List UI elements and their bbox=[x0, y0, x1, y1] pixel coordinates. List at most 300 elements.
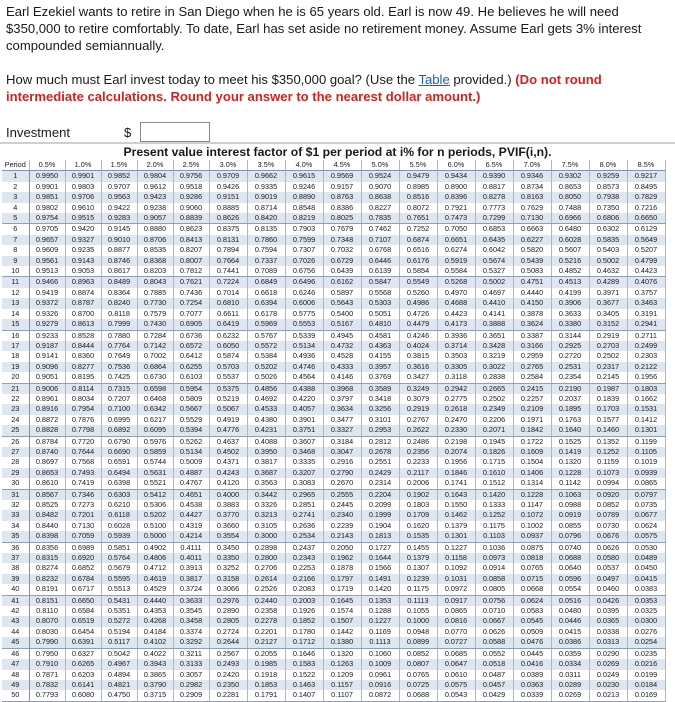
period-cell: 11 bbox=[2, 277, 29, 288]
factor-cell: 0.4581 bbox=[361, 330, 399, 341]
factor-cell: 0.9006 bbox=[29, 383, 65, 394]
investment-input[interactable] bbox=[140, 122, 210, 142]
period-cell: 18 bbox=[2, 351, 29, 361]
factor-cell: 0.6516 bbox=[399, 245, 437, 255]
factor-cell: 0.4726 bbox=[399, 309, 437, 319]
factor-cell: 0.0338 bbox=[589, 627, 627, 637]
factor-cell: 0.8114 bbox=[65, 383, 101, 394]
table-row bbox=[2, 224, 665, 235]
factor-cell: 0.5400 bbox=[323, 309, 361, 319]
factor-cell: 0.2303 bbox=[627, 351, 665, 361]
table-row bbox=[2, 341, 665, 351]
factor-cell: 0.3118 bbox=[437, 372, 475, 383]
factor-cell: 0.1512 bbox=[475, 478, 513, 489]
period-cell: 5 bbox=[2, 213, 29, 224]
factor-cell: 0.8525 bbox=[29, 500, 65, 510]
table-row bbox=[2, 266, 665, 277]
factor-cell: 0.1926 bbox=[285, 606, 323, 616]
factor-cell: 0.5897 bbox=[323, 288, 361, 298]
factor-cell: 0.4141 bbox=[475, 309, 513, 319]
factor-cell: 0.7764 bbox=[101, 341, 137, 351]
factor-cell: 0.8613 bbox=[65, 319, 101, 330]
factor-cell: 0.1644 bbox=[361, 553, 399, 563]
factor-cell: 0.6584 bbox=[65, 606, 101, 616]
factor-cell: 0.0516 bbox=[551, 595, 589, 606]
factor-cell: 0.3790 bbox=[137, 680, 173, 690]
factor-cell: 0.9019 bbox=[247, 192, 285, 202]
period-cell: 43 bbox=[2, 616, 29, 626]
factor-cell: 0.2890 bbox=[209, 606, 247, 616]
table-row bbox=[2, 563, 665, 573]
table-row bbox=[2, 309, 665, 319]
factor-cell: 0.5260 bbox=[399, 288, 437, 298]
factor-cell: 0.0450 bbox=[627, 563, 665, 573]
factor-cell: 0.4750 bbox=[101, 690, 137, 701]
factor-cell: 0.6810 bbox=[209, 298, 247, 308]
factor-cell: 0.5207 bbox=[627, 245, 665, 255]
table-row bbox=[2, 436, 665, 447]
factor-cell: 0.5394 bbox=[173, 425, 209, 436]
factor-cell: 0.1918 bbox=[247, 670, 285, 680]
factor-cell: 0.0676 bbox=[589, 531, 627, 542]
factor-cell: 0.2665 bbox=[475, 383, 513, 394]
factor-cell: 0.0575 bbox=[437, 680, 475, 690]
period-cell: 24 bbox=[2, 415, 29, 425]
factor-cell: 0.4440 bbox=[513, 288, 551, 298]
period-cell: 46 bbox=[2, 648, 29, 659]
factor-cell: 0.3817 bbox=[247, 457, 285, 467]
factor-cell: 0.1407 bbox=[285, 690, 323, 701]
factor-cell: 0.2584 bbox=[513, 372, 551, 383]
factor-cell: 0.5643 bbox=[323, 298, 361, 308]
period-cell: 47 bbox=[2, 659, 29, 669]
table-row bbox=[2, 574, 665, 584]
factor-cell: 0.0865 bbox=[437, 606, 475, 616]
factor-cell: 0.4806 bbox=[137, 553, 173, 563]
factor-cell: 0.0334 bbox=[551, 659, 589, 669]
factor-cell: 0.8163 bbox=[513, 192, 551, 202]
factor-cell: 0.7910 bbox=[29, 659, 65, 669]
factor-cell: 0.8151 bbox=[29, 595, 65, 606]
factor-cell: 0.0972 bbox=[437, 584, 475, 595]
table-row bbox=[2, 298, 665, 308]
factor-cell: 0.3651 bbox=[475, 330, 513, 341]
factor-cell: 0.4688 bbox=[437, 298, 475, 308]
factor-cell: 0.7299 bbox=[475, 213, 513, 224]
factor-cell: 0.0626 bbox=[589, 542, 627, 553]
factor-cell: 0.1252 bbox=[475, 510, 513, 520]
factor-cell: 0.4371 bbox=[209, 457, 247, 467]
factor-cell: 0.3943 bbox=[137, 659, 173, 669]
factor-cell: 0.5851 bbox=[101, 542, 137, 553]
factor-cell: 0.6849 bbox=[247, 277, 285, 288]
factor-cell: 0.9615 bbox=[285, 171, 323, 182]
factor-cell: 0.7950 bbox=[29, 648, 65, 659]
factor-cell: 0.0249 bbox=[589, 670, 627, 680]
factor-cell: 0.1463 bbox=[285, 680, 323, 690]
factor-cell: 0.1813 bbox=[361, 531, 399, 542]
factor-cell: 0.0460 bbox=[589, 584, 627, 595]
factor-cell: 0.8714 bbox=[247, 203, 285, 213]
factor-cell: 0.9612 bbox=[137, 182, 173, 192]
factor-cell: 0.5403 bbox=[589, 245, 627, 255]
factor-cell: 0.7130 bbox=[513, 213, 551, 224]
table-row bbox=[2, 351, 665, 361]
factor-cell: 0.0353 bbox=[627, 595, 665, 606]
rate-column-header: 8.0% bbox=[589, 160, 627, 171]
pvif-table bbox=[2, 160, 666, 702]
factor-cell: 0.1379 bbox=[399, 553, 437, 563]
factor-cell: 0.1852 bbox=[285, 616, 323, 626]
period-cell: 33 bbox=[2, 510, 29, 520]
factor-cell: 0.7798 bbox=[65, 425, 101, 436]
table-row bbox=[2, 659, 665, 669]
factor-cell: 0.5167 bbox=[323, 319, 361, 330]
factor-cell: 0.0796 bbox=[551, 531, 589, 542]
table-row bbox=[2, 394, 665, 404]
factor-cell: 0.2925 bbox=[551, 341, 589, 351]
factor-cell: 0.4155 bbox=[361, 351, 399, 361]
factor-cell: 0.2429 bbox=[361, 468, 399, 478]
table-row bbox=[2, 415, 665, 425]
factor-cell: 0.4440 bbox=[137, 595, 173, 606]
table-row bbox=[2, 288, 665, 298]
factor-cell: 0.8482 bbox=[29, 510, 65, 520]
factor-cell: 0.0765 bbox=[513, 563, 551, 573]
period-column-header: Period bbox=[2, 160, 29, 171]
factor-cell: 0.1902 bbox=[399, 489, 437, 500]
period-cell: 10 bbox=[2, 266, 29, 277]
factor-cell: 0.5202 bbox=[247, 362, 285, 372]
table-row bbox=[2, 203, 665, 213]
factor-cell: 0.5568 bbox=[361, 288, 399, 298]
factor-cell: 0.5529 bbox=[173, 415, 209, 425]
table-row bbox=[2, 510, 665, 520]
factor-cell: 0.6494 bbox=[101, 468, 137, 478]
factor-cell: 0.3906 bbox=[551, 298, 589, 308]
factor-cell: 0.6028 bbox=[101, 521, 137, 531]
factor-cell: 0.2117 bbox=[399, 468, 437, 478]
factor-cell: 0.6227 bbox=[513, 235, 551, 245]
factor-cell: 0.7999 bbox=[101, 319, 137, 330]
factor-cell: 0.7350 bbox=[589, 203, 627, 213]
factor-cell: 0.8874 bbox=[65, 288, 101, 298]
factor-cell: 0.0216 bbox=[627, 659, 665, 669]
factor-cell: 0.8034 bbox=[65, 394, 101, 404]
factor-cell: 0.5134 bbox=[173, 447, 209, 457]
period-cell: 16 bbox=[2, 330, 29, 341]
factor-cell: 0.1574 bbox=[323, 606, 361, 616]
factor-cell: 0.8072 bbox=[399, 203, 437, 213]
factor-cell: 0.1227 bbox=[361, 616, 399, 626]
factor-cell: 0.1610 bbox=[475, 468, 513, 478]
factor-cell: 0.3380 bbox=[551, 319, 589, 330]
table-row bbox=[2, 372, 665, 383]
factor-cell: 0.7462 bbox=[361, 224, 399, 235]
factor-cell: 0.8626 bbox=[209, 213, 247, 224]
factor-cell: 0.8746 bbox=[101, 256, 137, 266]
factor-cell: 0.0289 bbox=[551, 680, 589, 690]
factor-cell: 0.3427 bbox=[399, 372, 437, 383]
factor-cell: 0.2281 bbox=[209, 690, 247, 701]
factor-cell: 0.3327 bbox=[323, 425, 361, 436]
factor-cell: 0.2724 bbox=[209, 627, 247, 637]
factor-cell: 0.2851 bbox=[285, 500, 323, 510]
table-row bbox=[2, 489, 665, 500]
factor-cell: 0.1092 bbox=[437, 563, 475, 573]
factor-cell: 0.9217 bbox=[627, 171, 665, 182]
factor-cell: 0.6717 bbox=[65, 584, 101, 595]
factor-cell: 0.4697 bbox=[475, 288, 513, 298]
factor-cell: 0.2670 bbox=[323, 478, 361, 489]
factor-cell: 0.7793 bbox=[29, 690, 65, 701]
table-row bbox=[2, 213, 665, 224]
factor-cell: 0.6920 bbox=[65, 553, 101, 563]
factor-cell: 0.2499 bbox=[627, 341, 665, 351]
factor-cell: 0.7876 bbox=[65, 415, 101, 425]
factor-cell: 0.8828 bbox=[29, 425, 65, 436]
period-cell: 37 bbox=[2, 553, 29, 563]
factor-cell: 0.1525 bbox=[551, 436, 589, 447]
factor-cell: 0.9609 bbox=[29, 245, 65, 255]
factor-cell: 0.0415 bbox=[627, 574, 665, 584]
factor-cell: 0.0537 bbox=[589, 563, 627, 573]
factor-cell: 0.4821 bbox=[101, 680, 137, 690]
factor-cell: 0.5272 bbox=[101, 616, 137, 626]
factor-cell: 0.0626 bbox=[475, 627, 513, 637]
factor-cell: 0.0269 bbox=[551, 690, 589, 701]
factor-cell: 0.6203 bbox=[65, 670, 101, 680]
factor-cell: 0.4619 bbox=[137, 574, 173, 584]
factor-cell: 0.9286 bbox=[173, 192, 209, 202]
factor-cell: 0.4564 bbox=[285, 372, 323, 383]
factor-cell: 0.1288 bbox=[361, 606, 399, 616]
factor-cell: 0.3256 bbox=[361, 404, 399, 414]
factor-cell: 0.0858 bbox=[475, 574, 513, 584]
factor-cell: 0.6412 bbox=[173, 351, 209, 361]
factor-cell: 0.2440 bbox=[247, 595, 285, 606]
factor-cell: 0.8877 bbox=[101, 245, 137, 255]
factor-cell: 0.9283 bbox=[101, 213, 137, 224]
factor-cell: 0.8315 bbox=[29, 553, 65, 563]
factor-cell: 0.4076 bbox=[627, 277, 665, 288]
factor-cell: 0.2618 bbox=[437, 404, 475, 414]
table-row bbox=[2, 670, 665, 680]
rate-column-header: 4.5% bbox=[323, 160, 361, 171]
factor-cell: 0.9346 bbox=[513, 171, 551, 182]
factor-cell: 0.3057 bbox=[173, 670, 209, 680]
factor-cell: 0.0805 bbox=[475, 584, 513, 595]
factor-cell: 0.8131 bbox=[209, 235, 247, 245]
factor-cell: 0.1442 bbox=[323, 627, 361, 637]
factor-cell: 0.2055 bbox=[247, 648, 285, 659]
factor-cell: 0.7885 bbox=[137, 288, 173, 298]
table-row bbox=[2, 319, 665, 330]
factor-cell: 0.5584 bbox=[437, 266, 475, 277]
factor-cell: 0.8535 bbox=[137, 245, 173, 255]
period-cell: 9 bbox=[2, 256, 29, 266]
factor-cell: 0.8050 bbox=[551, 192, 589, 202]
table-row bbox=[2, 680, 665, 690]
factor-cell: 0.9157 bbox=[323, 182, 361, 192]
period-cell: 29 bbox=[2, 468, 29, 478]
factor-cell: 0.7130 bbox=[65, 521, 101, 531]
factor-cell: 0.0852 bbox=[399, 648, 437, 659]
factor-cell: 0.8516 bbox=[399, 192, 437, 202]
factor-cell: 0.6853 bbox=[475, 224, 513, 235]
table-row bbox=[2, 457, 665, 467]
factor-cell: 0.2190 bbox=[551, 383, 589, 394]
period-cell: 23 bbox=[2, 404, 29, 414]
factor-cell: 0.0789 bbox=[589, 510, 627, 520]
factor-cell: 0.4111 bbox=[173, 542, 209, 553]
table-row bbox=[2, 616, 665, 626]
factor-cell: 0.6756 bbox=[285, 266, 323, 277]
factor-cell: 0.1839 bbox=[589, 394, 627, 404]
rate-column-header: 7.5% bbox=[551, 160, 589, 171]
factor-cell: 0.4120 bbox=[209, 478, 247, 489]
factor-cell: 0.1352 bbox=[589, 436, 627, 447]
factor-cell: 0.8817 bbox=[475, 182, 513, 192]
factor-cell: 0.2502 bbox=[475, 394, 513, 404]
factor-cell: 0.5521 bbox=[137, 478, 173, 489]
factor-cell: 0.1460 bbox=[589, 425, 627, 436]
factor-cell: 0.8916 bbox=[29, 404, 65, 414]
factor-cell: 0.6736 bbox=[173, 330, 209, 341]
factor-cell: 0.5631 bbox=[137, 468, 173, 478]
period-cell: 36 bbox=[2, 542, 29, 553]
factor-cell: 0.0545 bbox=[513, 616, 551, 626]
period-cell: 2 bbox=[2, 182, 29, 192]
factor-cell: 0.1719 bbox=[323, 584, 361, 595]
factor-cell: 0.8025 bbox=[323, 213, 361, 224]
factor-cell: 0.9804 bbox=[137, 171, 173, 182]
factor-cell: 0.6591 bbox=[101, 457, 137, 467]
factor-cell: 0.9434 bbox=[437, 171, 475, 182]
factor-cell: 0.5649 bbox=[627, 235, 665, 245]
factor-cell: 0.5117 bbox=[101, 637, 137, 648]
factor-cell: 0.9754 bbox=[29, 213, 65, 224]
factor-cell: 0.7337 bbox=[247, 256, 285, 266]
factor-cell: 0.9143 bbox=[65, 256, 101, 266]
factor-cell: 0.5384 bbox=[247, 351, 285, 361]
factor-cell: 0.0543 bbox=[437, 690, 475, 701]
factor-cell: 0.7488 bbox=[551, 203, 589, 213]
factor-cell: 0.3634 bbox=[323, 404, 361, 414]
factor-cell: 0.7720 bbox=[65, 436, 101, 447]
factor-cell: 0.4751 bbox=[513, 277, 551, 288]
factor-cell: 0.1000 bbox=[399, 616, 437, 626]
investment-label: Investment bbox=[6, 125, 71, 140]
factor-cell: 0.1072 bbox=[513, 510, 551, 520]
factor-cell: 0.9259 bbox=[589, 171, 627, 182]
factor-cell: 0.9420 bbox=[65, 224, 101, 235]
factor-cell: 0.1455 bbox=[399, 542, 437, 553]
factor-cell: 0.9662 bbox=[247, 171, 285, 182]
factor-cell: 0.8007 bbox=[173, 256, 209, 266]
factor-cell: 0.4353 bbox=[137, 606, 173, 616]
factor-cell: 0.2239 bbox=[323, 521, 361, 531]
factor-cell: 0.9233 bbox=[29, 330, 65, 341]
factor-cell: 0.8191 bbox=[29, 584, 65, 595]
factor-cell: 0.8617 bbox=[101, 266, 137, 277]
factor-cell: 0.0624 bbox=[513, 595, 551, 606]
factor-cell: 0.8784 bbox=[29, 436, 65, 447]
factor-cell: 0.7835 bbox=[361, 213, 399, 224]
factor-cell: 0.1055 bbox=[399, 606, 437, 616]
period-cell: 12 bbox=[2, 288, 29, 298]
factor-cell: 0.2703 bbox=[589, 341, 627, 351]
factor-cell: 0.6176 bbox=[399, 256, 437, 266]
factor-cell: 0.6598 bbox=[137, 383, 173, 394]
factor-cell: 0.0509 bbox=[513, 627, 551, 637]
factor-cell: 0.1703 bbox=[589, 404, 627, 414]
table-row bbox=[2, 362, 665, 372]
factor-cell: 0.6391 bbox=[65, 637, 101, 648]
factor-cell: 0.2253 bbox=[285, 563, 323, 573]
factor-cell: 0.1780 bbox=[285, 627, 323, 637]
factor-cell: 0.1019 bbox=[627, 457, 665, 467]
factor-cell: 0.1715 bbox=[475, 457, 513, 467]
factor-cell: 0.8398 bbox=[29, 531, 65, 542]
factor-cell: 0.1060 bbox=[361, 648, 399, 659]
factor-cell: 0.1353 bbox=[361, 595, 399, 606]
factor-cell: 0.6118 bbox=[101, 510, 137, 520]
table-row bbox=[2, 500, 665, 510]
factor-cell: 0.4088 bbox=[247, 436, 285, 447]
factor-cell: 0.1712 bbox=[285, 637, 323, 648]
factor-cell: 0.2109 bbox=[513, 404, 551, 414]
factor-cell: 0.5939 bbox=[101, 531, 137, 542]
factor-cell: 0.4479 bbox=[399, 319, 437, 330]
factor-cell: 0.3815 bbox=[399, 351, 437, 361]
factor-cell: 0.1550 bbox=[437, 500, 475, 510]
factor-cell: 0.6006 bbox=[285, 298, 323, 308]
factor-cell: 0.9372 bbox=[29, 298, 65, 308]
period-cell: 21 bbox=[2, 383, 29, 394]
factor-cell: 0.3207 bbox=[285, 468, 323, 478]
factor-cell: 0.2317 bbox=[589, 362, 627, 372]
factor-cell: 0.4513 bbox=[551, 277, 589, 288]
factor-cell: 0.0899 bbox=[399, 637, 437, 648]
factor-cell: 0.0313 bbox=[589, 637, 627, 648]
factor-cell: 0.1895 bbox=[551, 404, 589, 414]
factor-cell: 0.0269 bbox=[589, 659, 627, 669]
factor-cell: 0.0685 bbox=[437, 648, 475, 659]
factor-cell: 0.0395 bbox=[589, 606, 627, 616]
factor-cell: 0.5067 bbox=[209, 404, 247, 414]
factor-cell: 0.9901 bbox=[65, 171, 101, 182]
factor-cell: 0.2622 bbox=[399, 425, 437, 436]
factor-cell: 0.1987 bbox=[589, 383, 627, 394]
section-divider bbox=[0, 142, 675, 144]
table-link[interactable]: Table bbox=[418, 72, 450, 87]
factor-cell: 0.7436 bbox=[173, 288, 209, 298]
factor-cell: 0.0363 bbox=[513, 680, 551, 690]
factor-cell: 0.0939 bbox=[627, 468, 665, 478]
factor-cell: 0.6768 bbox=[361, 245, 399, 255]
factor-cell: 0.6435 bbox=[475, 235, 513, 245]
factor-cell: 0.9246 bbox=[285, 182, 323, 192]
factor-cell: 0.2941 bbox=[627, 319, 665, 330]
factor-cell: 0.4423 bbox=[437, 309, 475, 319]
factor-cell: 0.2127 bbox=[247, 637, 285, 648]
factor-cell: 0.3219 bbox=[475, 351, 513, 361]
period-cell: 40 bbox=[2, 584, 29, 595]
question-ask bbox=[6, 71, 666, 105]
factor-cell: 0.2644 bbox=[209, 637, 247, 648]
factor-cell: 0.2003 bbox=[285, 595, 323, 606]
